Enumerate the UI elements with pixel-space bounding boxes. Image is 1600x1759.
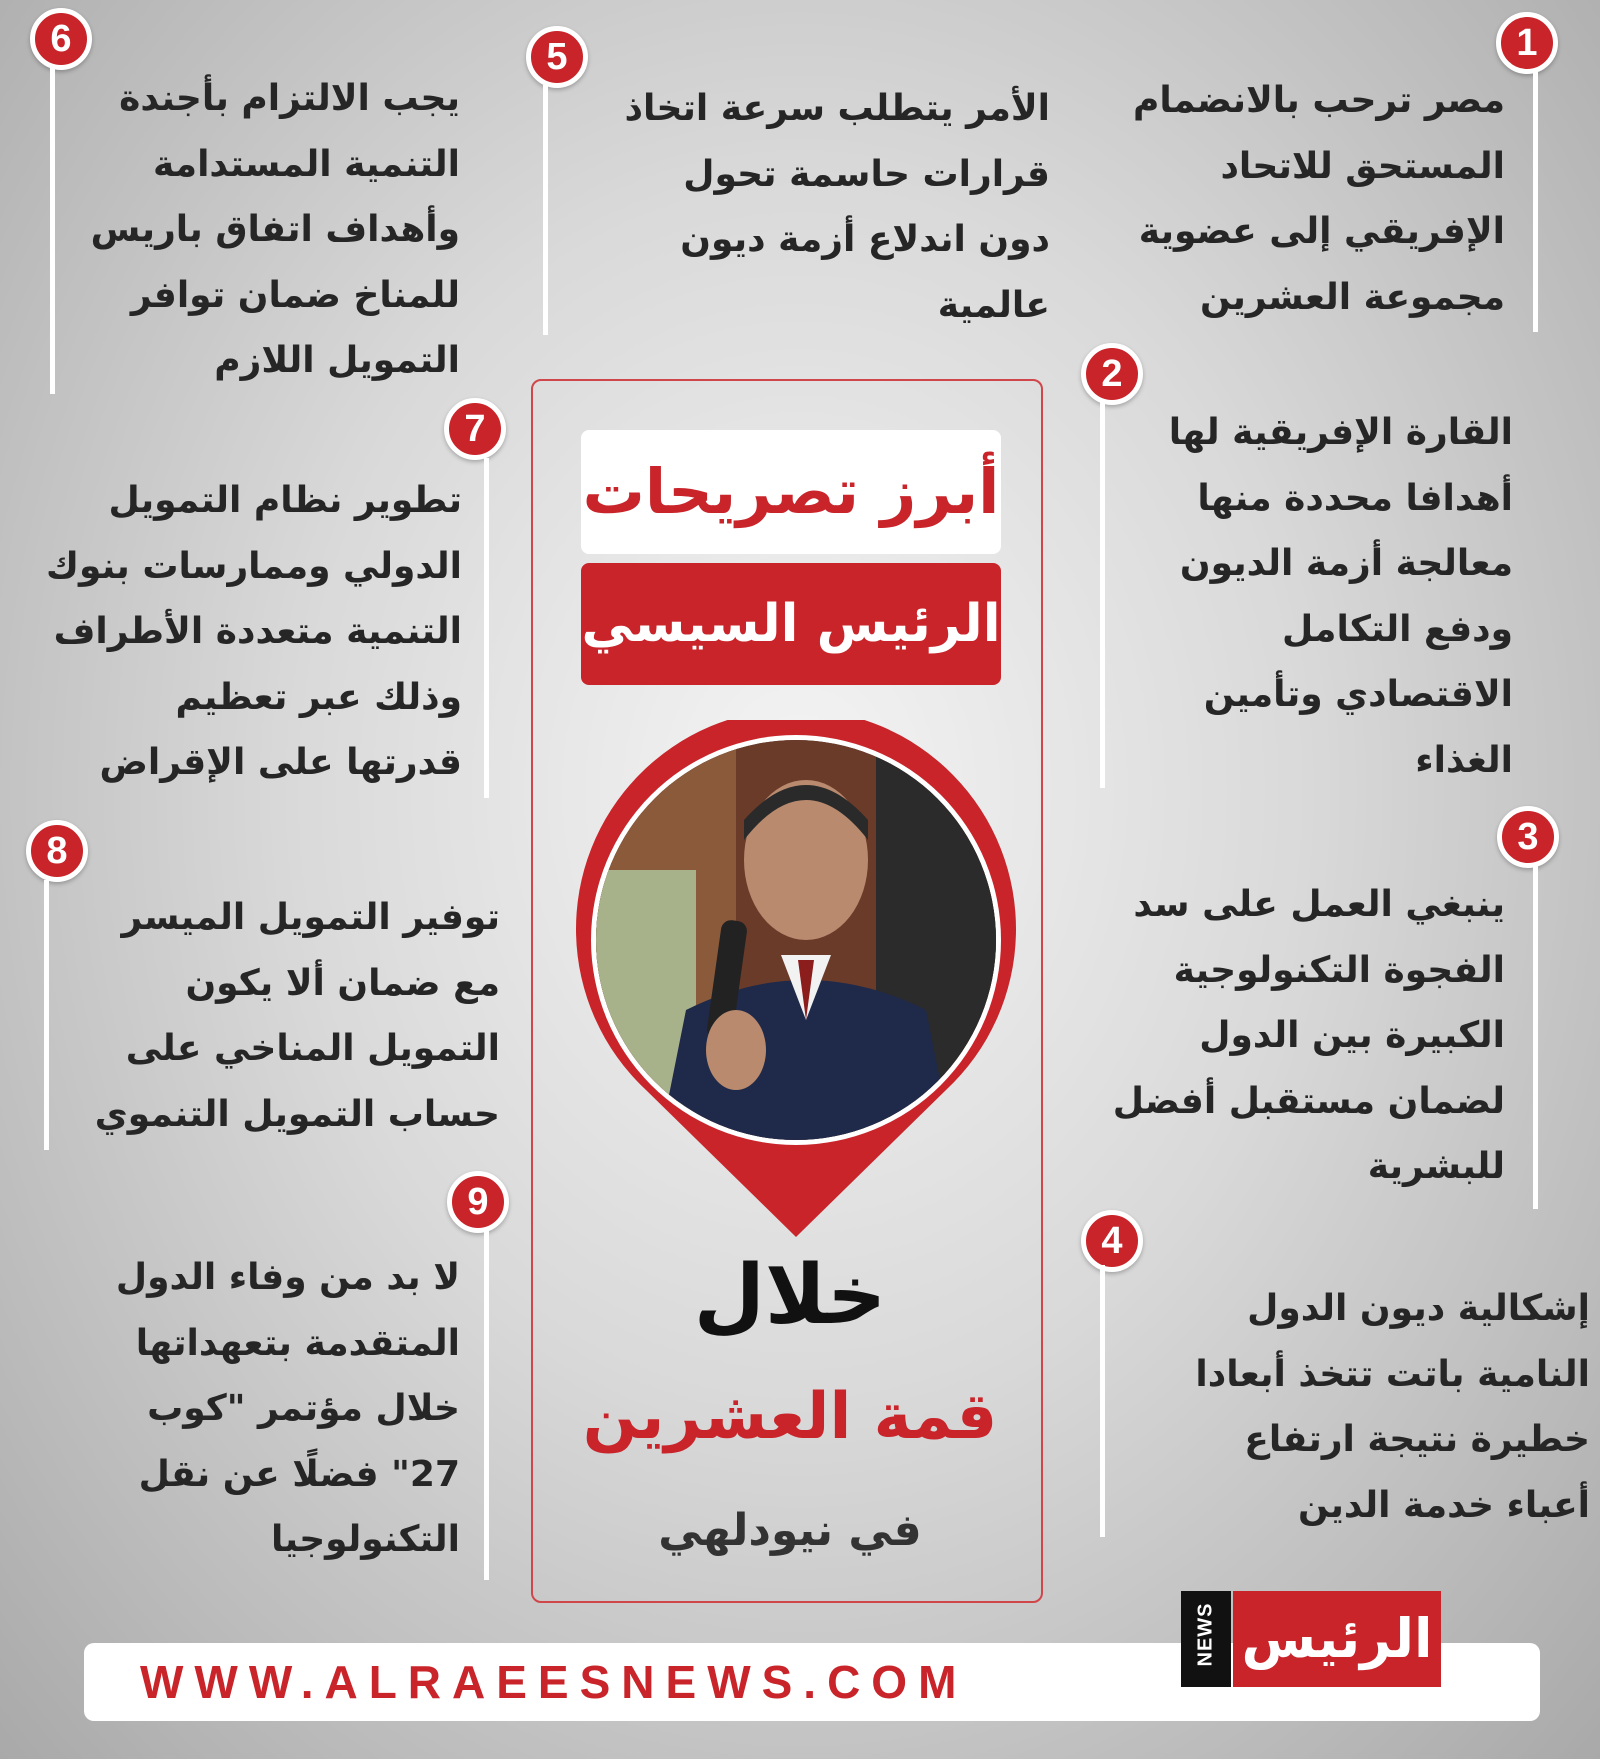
website-url[interactable]: WWW.ALRAEESNEWS.COM: [140, 1656, 968, 1708]
alraees-logo: [1181, 1591, 1441, 1687]
logo-wordmark: الرئيس: [1233, 1591, 1441, 1687]
number-badge-9: 9: [447, 1171, 509, 1233]
statement-7-text: تطوير نظام التمويل الدولي وممارسات بنوك التنمية متعددة الأطراف وذلك عبر تعظيم قدرتها على الإقراض: [46, 480, 462, 783]
divider-line-6: [50, 68, 55, 394]
divider-line-1: [1533, 70, 1538, 332]
number-badge-5: 5: [526, 26, 588, 88]
page-title: أبرز تصريحات: [581, 430, 1001, 554]
during-label: خلال: [693, 1248, 887, 1343]
statement-5-text: الأمر يتطلب سرعة اتخاذ قرارات حاسمة تحول دون اندلاع أزمة ديون عالمية: [624, 88, 1050, 326]
divider-line-4: [1100, 1265, 1105, 1537]
summit-label: قمة العشرين: [582, 1380, 998, 1454]
portrait-pin: [576, 720, 1016, 1240]
number-badge-2: 2: [1081, 343, 1143, 405]
statement-8-text: توفير التمويل الميسر مع ضمان ألا يكون التمويل المناخي على حساب التمويل التنموي: [94, 897, 500, 1135]
city-label: في نيودلهي: [658, 1505, 922, 1556]
number-badge-8: 8: [26, 820, 88, 882]
statement-6-text: يجب الالتزام بأجندة التنمية المستدامة وأهداف اتفاق باريس للمناخ ضمان توافر التمويل اللازم: [90, 78, 460, 381]
number-badge-7: 7: [444, 398, 506, 460]
statement-2-text: القارة الإفريقية لها أهدافا محددة منها معالجة أزمة الديون ودفع التكامل الاقتصادي وتأمين الغذاء: [1168, 412, 1513, 781]
logo-news-label: NEWS: [1194, 1602, 1217, 1667]
divider-line-8: [44, 880, 49, 1150]
statement-4-text: إشكالية ديون الدول النامية باتت تتخذ أبعادا خطيرة نتيجة ارتفاع أعباء خدمة الدين: [1195, 1288, 1590, 1526]
page-subtitle: الرئيس السيسي: [581, 563, 1001, 685]
divider-line-2: [1100, 400, 1105, 788]
number-badge-4: 4: [1081, 1210, 1143, 1272]
number-badge-3: 3: [1497, 806, 1559, 868]
divider-line-5: [543, 85, 548, 335]
number-badge-1: 1: [1496, 12, 1558, 74]
divider-line-9: [484, 1230, 489, 1580]
divider-line-7: [484, 458, 489, 798]
logo-news-tag: [1181, 1591, 1231, 1687]
statement-1-text: مصر ترحب بالانضمام المستحق للاتحاد الإفريقي إلى عضوية مجموعة العشرين: [1132, 80, 1505, 318]
divider-line-3: [1533, 865, 1538, 1209]
number-badge-6: 6: [30, 8, 92, 70]
statement-3-text: ينبغي العمل على سد الفجوة التكنولوجية الكبيرة بين الدول لضمان مستقبل أفضل للبشرية: [1112, 884, 1505, 1187]
statement-9-text: لا بد من وفاء الدول المتقدمة بتعهداتها خلال مؤتمر "كوب 27" فضلًا عن نقل التكنولوجيا: [115, 1257, 460, 1560]
